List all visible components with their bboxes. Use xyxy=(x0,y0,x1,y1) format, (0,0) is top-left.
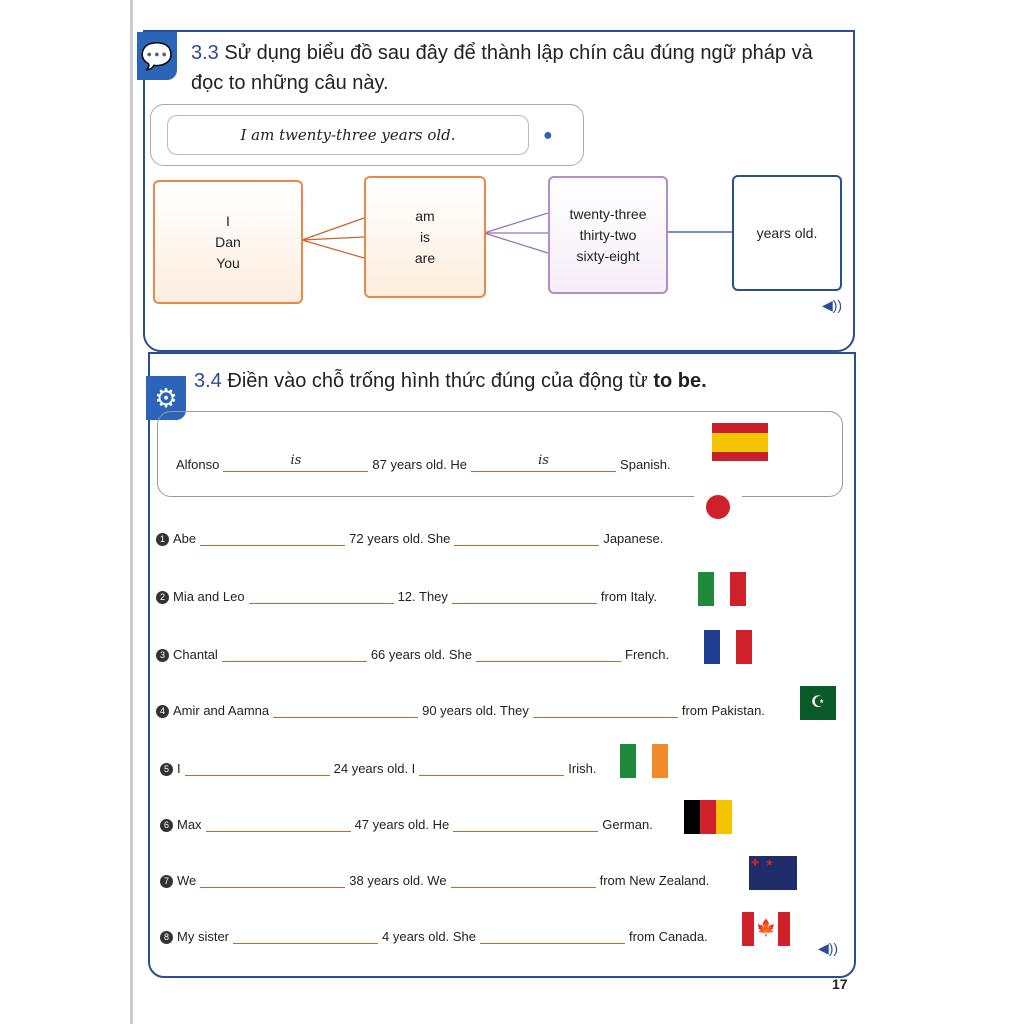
row-middle: 24 years old. I xyxy=(333,761,416,776)
italy-flag xyxy=(698,572,746,606)
item-number: 7 xyxy=(160,875,173,888)
exercise-row xyxy=(156,584,657,604)
answer-blank[interactable] xyxy=(273,699,418,718)
exercise-instruction: Điền vào chỗ trống hình thức đúng của động từ xyxy=(227,370,654,392)
row-end: Irish. xyxy=(568,761,597,776)
speech-bubble-icon: 💬 xyxy=(137,32,177,80)
row-middle: 12. They xyxy=(397,589,448,604)
box-word: am xyxy=(415,207,435,224)
verb-box xyxy=(364,176,486,298)
ending-box xyxy=(732,175,842,291)
answer-blank[interactable] xyxy=(185,757,330,776)
answer-blank[interactable] xyxy=(200,869,345,888)
exercise-row xyxy=(160,812,653,832)
japan-flag xyxy=(694,490,742,524)
row-end: Japanese. xyxy=(603,531,664,546)
item-number: 5 xyxy=(160,763,173,776)
exercise-row xyxy=(156,526,663,546)
row-end: from Pakistan. xyxy=(681,703,765,718)
item-number: 2 xyxy=(156,591,169,604)
answer-blank[interactable] xyxy=(480,925,625,944)
row-end: German. xyxy=(602,817,653,832)
row-subject: Amir and Aamna xyxy=(173,703,270,718)
item-number: 4 xyxy=(156,705,169,718)
row-middle: 72 years old. She xyxy=(349,531,451,546)
item-number: 3 xyxy=(156,649,169,662)
exercise-number: 3.3 xyxy=(191,42,219,64)
item-number: 6 xyxy=(160,819,173,832)
row-subject: Abe xyxy=(173,531,197,546)
row-middle: 66 years old. She xyxy=(370,647,472,662)
france-flag xyxy=(704,630,752,664)
pakistan-flag: ☪ xyxy=(788,686,836,720)
ireland-flag xyxy=(620,744,668,778)
exercise-row xyxy=(160,756,596,776)
exercise-row xyxy=(160,868,709,888)
row-subject: We xyxy=(177,873,197,888)
box-word: is xyxy=(419,228,431,245)
answer-blank[interactable] xyxy=(249,585,394,604)
answer-blank[interactable] xyxy=(206,813,351,832)
answer-blank[interactable] xyxy=(453,813,598,832)
row-end: from Canada. xyxy=(628,929,708,944)
audio-icon[interactable]: ◀)) xyxy=(818,940,839,956)
row-subject: Chantal xyxy=(173,647,218,662)
answer-blank[interactable] xyxy=(533,699,678,718)
row-middle: 47 years old. He xyxy=(354,817,450,832)
new-zealand-flag: ✚ ★ xyxy=(749,856,797,890)
subject-box xyxy=(153,180,303,304)
answer-blank[interactable] xyxy=(222,643,367,662)
example-row xyxy=(176,452,671,472)
exercise-keyword: to be. xyxy=(653,370,707,392)
item-number: 8 xyxy=(160,931,173,944)
row-middle: 87 years old. He xyxy=(372,457,468,472)
exercise-row xyxy=(156,642,669,662)
exercise-row xyxy=(160,924,708,944)
exercise-row xyxy=(156,698,765,718)
germany-flag xyxy=(684,800,732,834)
answer-blank[interactable] xyxy=(233,925,378,944)
answer-blank[interactable] xyxy=(476,643,621,662)
box-word: sixty-eight xyxy=(576,247,640,264)
row-subject: My sister xyxy=(177,929,229,944)
row-subject: Alfonso xyxy=(176,457,220,472)
example-sentence: I am twenty-three years old. xyxy=(167,115,529,155)
box-word: Dan xyxy=(215,233,241,250)
row-subject: Mia and Leo xyxy=(173,589,245,604)
item-number: 1 xyxy=(156,533,169,546)
row-middle: 38 years old. We xyxy=(349,873,447,888)
box-word: thirty-two xyxy=(579,226,637,243)
row-end: from New Zealand. xyxy=(599,873,710,888)
speaking-head-icon: ● xyxy=(543,127,553,144)
answer-blank: is xyxy=(223,453,368,472)
row-subject: I xyxy=(177,761,181,776)
row-end: Spanish. xyxy=(620,457,671,472)
exercise-number: 3.4 xyxy=(194,370,222,392)
answer-blank: is xyxy=(471,453,616,472)
answer-blank[interactable] xyxy=(452,585,597,604)
exercise-title xyxy=(194,366,707,396)
canada-flag: 🍁 xyxy=(742,912,790,946)
answer-blank[interactable] xyxy=(454,527,599,546)
row-middle: 4 years old. She xyxy=(382,929,476,944)
row-end: French. xyxy=(625,647,670,662)
exercise-instruction: Sử dụng biểu đồ sau đây để thành lập chín câu đúng ngữ pháp và đọc to những câu này. xyxy=(191,42,813,94)
audio-icon[interactable]: ◀)) xyxy=(822,297,843,313)
gears-icon: ⚙ xyxy=(146,376,186,420)
answer-blank[interactable] xyxy=(200,527,345,546)
box-word: twenty-three xyxy=(569,205,647,222)
page-number: 17 xyxy=(832,976,848,992)
box-word: are xyxy=(414,249,436,266)
row-middle: 90 years old. They xyxy=(422,703,529,718)
box-word: years old. xyxy=(756,224,818,241)
answer-blank[interactable] xyxy=(419,757,564,776)
spain-flag xyxy=(712,423,768,461)
answer-blank[interactable] xyxy=(451,869,596,888)
number-box xyxy=(548,176,668,294)
row-end: from Italy. xyxy=(600,589,658,604)
box-word: You xyxy=(216,254,240,271)
box-word: I xyxy=(226,212,230,229)
row-subject: Max xyxy=(177,817,202,832)
